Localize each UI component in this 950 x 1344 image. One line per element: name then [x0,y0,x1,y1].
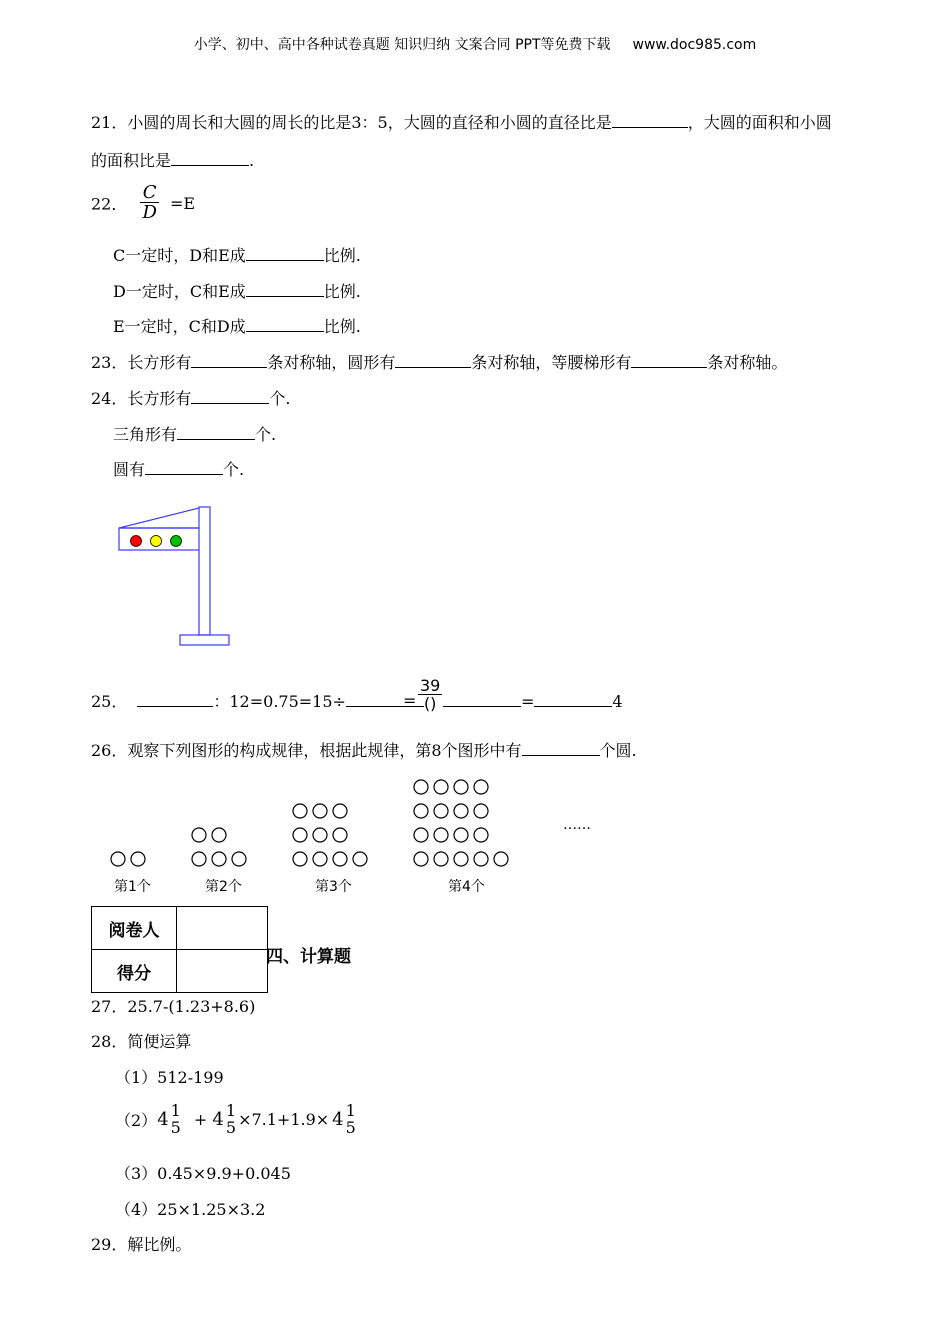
q27: 27．25.7-(1.23+8.6) [91,997,256,1016]
pattern-label-2: 第2个 [205,879,242,895]
pattern-circle [333,828,347,842]
q25-fraction: 39 () [420,676,441,713]
section-title: 四、计算题 [266,947,351,967]
pattern-circle [293,828,307,842]
score-table [91,906,268,993]
pattern-circle [313,852,327,866]
fraction: 1 5 [345,1101,356,1137]
q21-line1: 21．小圆的周长和大圆的周长的比是3：5，大圆的直径和小圆的直径比是 ，大圆的面积和小圆 [91,110,832,135]
pattern-ellipsis: …… [563,817,591,833]
pattern-circle [414,852,428,866]
pattern-circle [192,828,206,842]
pattern-circle [232,852,246,866]
pattern-circle [414,828,428,842]
pattern-circle [454,852,468,866]
q25-tail: = 4 [443,689,623,714]
fraction: 1 5 [170,1101,181,1137]
pattern-circle [333,852,347,866]
q22-item-3: E一定时，C和D成 比例. [113,314,361,339]
pattern-circle [414,780,428,794]
header-text: 小学、初中、高中各种试卷真题 知识归纳 文案合同 PPT等免费下载 [193,37,611,53]
pattern-circle [131,852,145,866]
pattern-circle [454,780,468,794]
pattern-circle [293,852,307,866]
q23: 23．长方形有 条对称轴，圆形有 条对称轴，等腰梯形有 条对称轴。 [91,350,787,375]
q22-item-1: C一定时，D和E成 比例. [113,243,361,268]
q24-line2: 三角形有 个. [113,422,276,447]
q28-part1: （1）512-199 [115,1068,224,1087]
q28-part2: （2）4 1 5 + 4 1 5 ×7.1+1.9× 4 1 5 [115,1101,356,1137]
grader-label: 阅卷人 [92,907,177,950]
q24-line3: 圆有 个. [113,457,244,482]
pattern-circle [454,804,468,818]
q28-part4: （4）25×1.25×3.2 [115,1200,266,1219]
q28-title: 28．简便运算 [91,1032,192,1051]
pattern-circle [474,828,488,842]
pattern-circle [212,852,226,866]
pattern-circle [313,804,327,818]
grader-cell[interactable] [177,907,268,950]
pattern-circle [313,828,327,842]
pattern-label-4: 第4个 [448,879,485,895]
score-label: 得分 [92,950,177,993]
pattern-circle [494,852,508,866]
fraction: $\frac{C}{D}$ [142,182,157,223]
pattern-circle [474,852,488,866]
q21-line2: 的面积比是 . [91,148,254,173]
pattern-circle [353,852,367,866]
pattern-circle [293,804,307,818]
pattern-circle [333,804,347,818]
header-url[interactable]: www.doc985.com [632,37,757,53]
pattern-circle [111,852,125,866]
pattern-circle [434,828,448,842]
pattern-circle [434,852,448,866]
q22-formula: 22． $\frac{C}{D}$ =E [91,182,196,223]
pattern-circle [434,804,448,818]
q28-part3: （3）0.45×9.9+0.045 [115,1164,291,1183]
pattern-circle [474,780,488,794]
q25: 25． ：12=0.75=15÷ [91,689,424,714]
pattern-circle [192,852,206,866]
q25-equals: = [403,691,417,710]
pattern-circle [454,828,468,842]
pattern-circle [474,804,488,818]
pattern-circle [212,828,226,842]
pattern-label-3: 第3个 [315,879,352,895]
q24-line1: 24．长方形有 个. [91,386,290,411]
pattern-circle [414,804,428,818]
score-cell[interactable] [177,950,268,993]
fraction: 1 5 [225,1101,237,1137]
q29: 29．解比例。 [91,1235,192,1254]
pattern-label-1: 第1个 [114,879,151,895]
q22-item-2: D一定时，C和E成 比例. [113,279,361,304]
q26-text: 26．观察下列图形的构成规律，根据此规律，第8个图形中有 个圆. [91,738,637,763]
pattern-circle [434,780,448,794]
